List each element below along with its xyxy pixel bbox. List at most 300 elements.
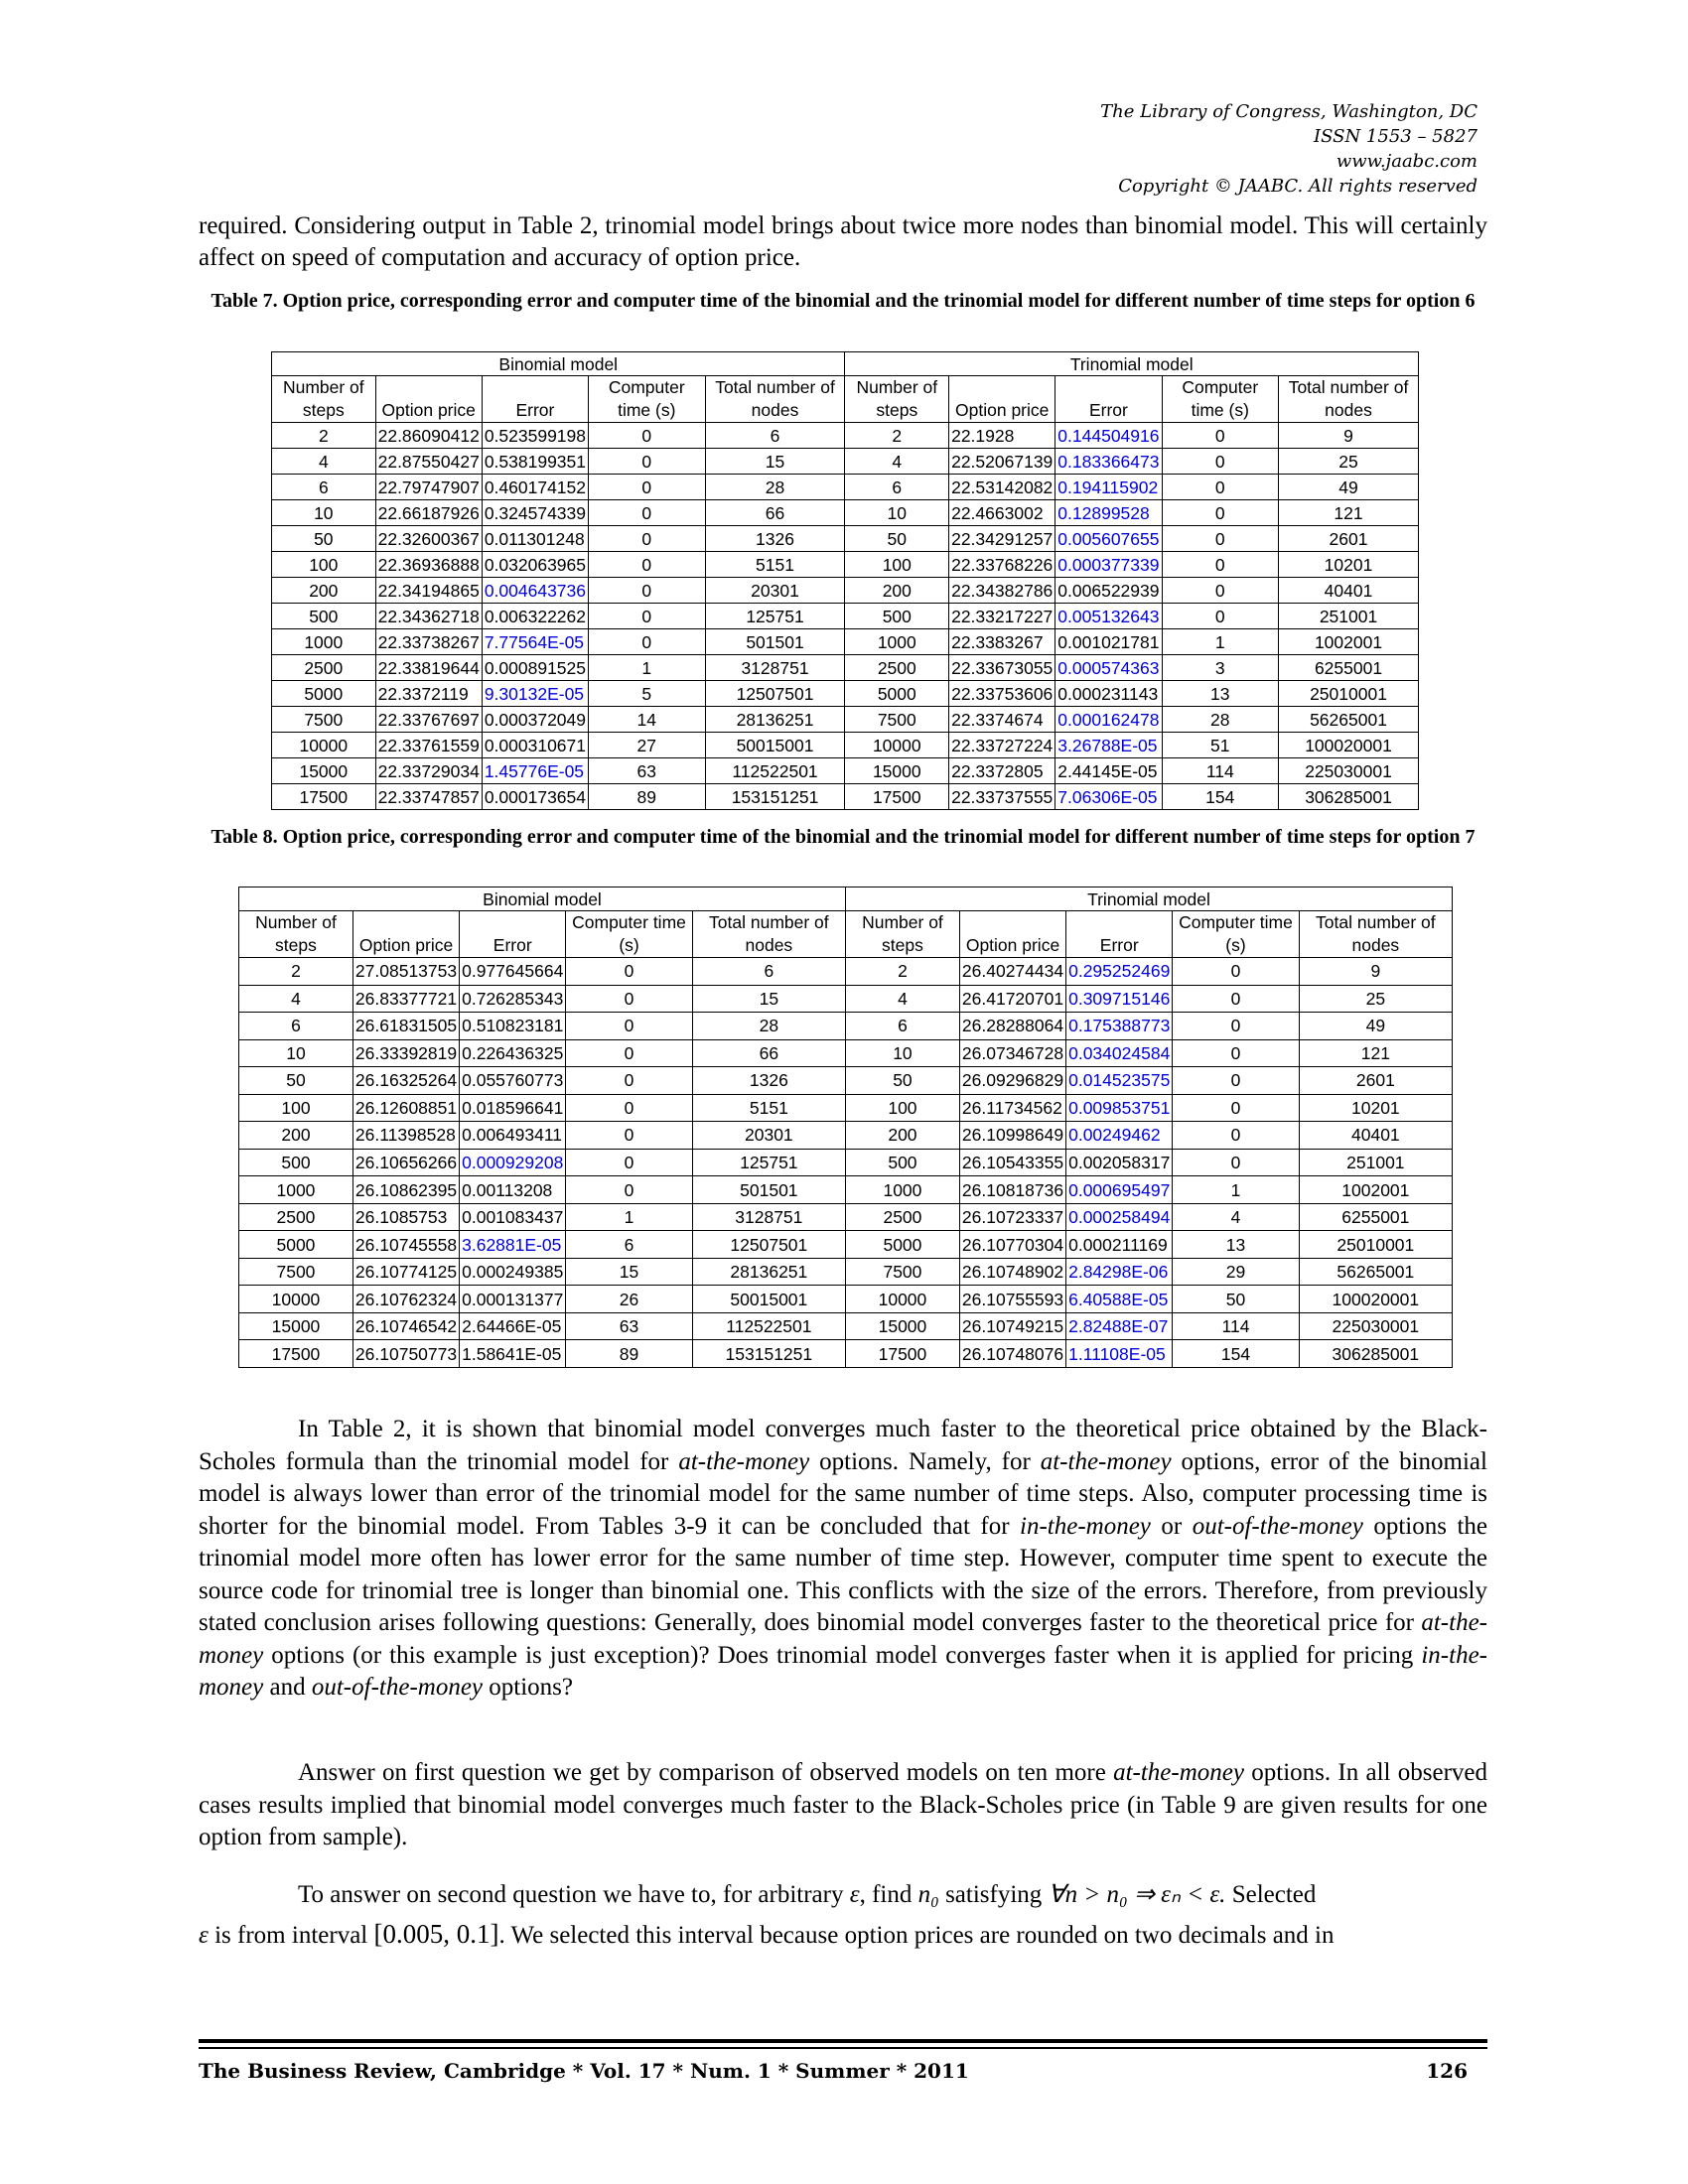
trinomial-steps-cell: 10 (845, 500, 949, 526)
binomial-computer-time-cell: 0 (566, 958, 692, 986)
term-in-the-money: in-the-money (1020, 1512, 1151, 1540)
binomial-steps-cell: 500 (239, 1149, 353, 1176)
trinomial-error-cell: 2.84298E-06 (1066, 1258, 1173, 1286)
trinomial-option-price-cell: 22.3374674 (949, 707, 1055, 733)
binomial-option-price-cell: 22.86090412 (375, 423, 482, 449)
binomial-error-cell: 0.000131377 (460, 1286, 566, 1313)
trinomial-computer-time-cell: 0 (1162, 526, 1279, 552)
trinomial-computer-time-cell: 154 (1162, 784, 1279, 810)
trinomial-steps-cell: 50 (845, 1067, 959, 1095)
trinomial-computer-time-cell: 28 (1162, 707, 1279, 733)
trinomial-steps-cell: 1000 (845, 629, 949, 655)
table-row (272, 604, 1419, 629)
binomial-option-price-cell: 22.33729034 (375, 758, 482, 784)
table-row (239, 1231, 1453, 1259)
binomial-error-cell: 1.58641E-05 (460, 1340, 566, 1368)
trinomial-computer-time-cell: 0 (1162, 449, 1279, 475)
trinomial-option-price-cell: 26.40274434 (959, 958, 1065, 986)
trinomial-total-nodes-cell: 225030001 (1279, 758, 1419, 784)
binomial-total-nodes-header: Total number of nodes (705, 376, 845, 423)
text-span: options the trinomial model more often has lower error for the same number of time step. However, computer time spent to execute the source code for trinomial tree is longer than binomial one. This conflicts with the size of the errors. Therefore, from previously stated conclusion arises following questions: Generally, does binomial model converges faster to the theoretical price for (199, 1512, 1487, 1636)
binomial-computer-time-cell: 5 (589, 681, 706, 707)
table8-body (239, 958, 1453, 1368)
table-row (272, 758, 1419, 784)
trinomial-computer-time-cell: 1 (1173, 1176, 1299, 1204)
trinomial-option-price-cell: 26.10755593 (959, 1286, 1065, 1313)
trinomial-error-cell: 0.12899528 (1055, 500, 1162, 526)
trinomial-error-cell: 0.034024584 (1066, 1039, 1173, 1067)
text-span: . We selected this interval because option prices are rounded on two decimals and in (498, 1921, 1335, 1949)
trinomial-steps-cell: 4 (845, 985, 959, 1013)
binomial-computer-time-cell: 1 (589, 655, 706, 681)
term-at-the-money: at-the-money (199, 1609, 1487, 1669)
binomial-total-nodes-cell: 3128751 (705, 655, 845, 681)
binomial-error-cell: 0.011301248 (482, 526, 588, 552)
trinomial-computer-time-cell: 0 (1173, 1149, 1299, 1176)
trinomial-computer-time-cell: 0 (1162, 604, 1279, 629)
binomial-total-nodes-cell: 66 (692, 1039, 845, 1067)
trinomial-computer-time-cell: 0 (1162, 500, 1279, 526)
binomial-option-price-header: Option price (375, 376, 482, 423)
binomial-computer-time-cell: 63 (566, 1312, 692, 1340)
trinomial-steps-cell: 10000 (845, 733, 949, 758)
binomial-option-price-header: Option price (352, 911, 459, 958)
trinomial-option-price-cell: 22.3383267 (949, 629, 1055, 655)
trinomial-option-price-cell: 22.33673055 (949, 655, 1055, 681)
trinomial-computer-time-cell: 0 (1173, 1039, 1299, 1067)
paragraph-second-answer (199, 1879, 1487, 1952)
trinomial-computer-time-cell: 114 (1162, 758, 1279, 784)
binomial-steps-cell: 1000 (239, 1176, 353, 1204)
trinomial-computer-time-cell: 13 (1173, 1231, 1299, 1259)
trinomial-error-cell: 0.005607655 (1055, 526, 1162, 552)
trinomial-error-cell: 0.000231143 (1055, 681, 1162, 707)
trinomial-total-nodes-cell: 25010001 (1279, 681, 1419, 707)
trinomial-steps-cell: 50 (845, 526, 949, 552)
binomial-option-price-cell: 22.34362718 (375, 604, 482, 629)
trinomial-option-price-cell: 26.28288064 (959, 1013, 1065, 1040)
binomial-option-price-cell: 22.32600367 (375, 526, 482, 552)
binomial-option-price-cell: 22.33819644 (375, 655, 482, 681)
trinomial-total-nodes-cell: 1002001 (1279, 629, 1419, 655)
text-span: satisfying (938, 1881, 1049, 1908)
binomial-option-price-cell: 22.33761559 (375, 733, 482, 758)
binomial-computer-time-cell: 0 (566, 1176, 692, 1204)
table-row (239, 1039, 1453, 1067)
binomial-computer-time-cell: 0 (566, 1067, 692, 1095)
binomial-error-cell: 0.000310671 (482, 733, 588, 758)
trinomial-total-nodes-cell: 56265001 (1299, 1258, 1452, 1286)
trinomial-computer-time-cell: 50 (1173, 1286, 1299, 1313)
binomial-error-cell: 0.523599198 (482, 423, 588, 449)
binomial-steps-cell: 100 (239, 1094, 353, 1122)
binomial-option-price-cell: 22.33738267 (375, 629, 482, 655)
table-row (272, 526, 1419, 552)
trinomial-steps-cell: 500 (845, 1149, 959, 1176)
binomial-group-header: Binomial model (272, 352, 845, 376)
binomial-total-nodes-cell: 501501 (692, 1176, 845, 1204)
binomial-option-price-cell: 22.34194865 (375, 578, 482, 604)
trinomial-option-price-cell: 26.10770304 (959, 1231, 1065, 1259)
trinomial-option-price-cell: 22.52067139 (949, 449, 1055, 475)
trinomial-error-cell: 0.175388773 (1066, 1013, 1173, 1040)
table-row (272, 784, 1419, 810)
binomial-error-cell: 0.006493411 (460, 1122, 566, 1150)
trinomial-total-nodes-cell: 25010001 (1299, 1231, 1452, 1259)
trinomial-option-price-cell: 26.10818736 (959, 1176, 1065, 1204)
trinomial-steps-cell: 6 (845, 475, 949, 500)
binomial-computer-time-header: Computer time (s) (589, 376, 706, 423)
trinomial-computer-time-cell: 154 (1173, 1340, 1299, 1368)
binomial-steps-cell: 4 (239, 985, 353, 1013)
table-row (239, 1312, 1453, 1340)
binomial-steps-cell: 200 (272, 578, 376, 604)
binomial-steps-cell: 17500 (272, 784, 376, 810)
trinomial-computer-time-header: Computer time (s) (1162, 376, 1279, 423)
table7 (271, 351, 1419, 810)
binomial-option-price-cell: 26.33392819 (352, 1039, 459, 1067)
binomial-option-price-cell: 22.33747857 (375, 784, 482, 810)
trinomial-computer-time-cell: 0 (1173, 1094, 1299, 1122)
text-span: Selected (1225, 1881, 1317, 1908)
trinomial-total-nodes-cell: 49 (1279, 475, 1419, 500)
trinomial-steps-header: Number of steps (845, 911, 959, 958)
trinomial-option-price-header: Option price (949, 376, 1055, 423)
column-header-row (272, 376, 1419, 423)
binomial-error-header: Error (482, 376, 588, 423)
trinomial-error-cell: 2.44145E-05 (1055, 758, 1162, 784)
trinomial-error-cell: 0.194115902 (1055, 475, 1162, 500)
binomial-error-cell: 0.324574339 (482, 500, 588, 526)
trinomial-steps-cell: 15000 (845, 758, 949, 784)
binomial-steps-cell: 15000 (239, 1312, 353, 1340)
header-library: The Library of Congress, Washington, DC (1100, 101, 1477, 122)
table-row (239, 1122, 1453, 1150)
table-row (272, 475, 1419, 500)
binomial-computer-time-cell: 6 (566, 1231, 692, 1259)
binomial-option-price-cell: 26.16325264 (352, 1067, 459, 1095)
table8 (238, 887, 1453, 1368)
binomial-total-nodes-cell: 1326 (705, 526, 845, 552)
trinomial-computer-time-cell: 0 (1162, 475, 1279, 500)
binomial-steps-cell: 2 (272, 423, 376, 449)
binomial-total-nodes-cell: 20301 (705, 578, 845, 604)
trinomial-total-nodes-cell: 100020001 (1279, 733, 1419, 758)
trinomial-steps-cell: 17500 (845, 1340, 959, 1368)
trinomial-steps-cell: 4 (845, 449, 949, 475)
table-row (272, 629, 1419, 655)
page-footer (199, 2059, 1487, 2083)
trinomial-computer-time-cell: 0 (1173, 985, 1299, 1013)
trinomial-steps-cell: 2500 (845, 655, 949, 681)
binomial-computer-time-cell: 0 (566, 1013, 692, 1040)
binomial-error-cell: 0.055760773 (460, 1067, 566, 1095)
binomial-steps-cell: 10 (272, 500, 376, 526)
binomial-computer-time-cell: 26 (566, 1286, 692, 1313)
trinomial-total-nodes-cell: 1002001 (1299, 1176, 1452, 1204)
binomial-steps-cell: 2500 (239, 1203, 353, 1231)
trinomial-group-header: Trinomial model (845, 352, 1419, 376)
trinomial-total-nodes-cell: 2601 (1279, 526, 1419, 552)
binomial-total-nodes-cell: 28136251 (692, 1258, 845, 1286)
binomial-total-nodes-cell: 20301 (692, 1122, 845, 1150)
table-row (239, 1067, 1453, 1095)
trinomial-error-cell: 0.006522939 (1055, 578, 1162, 604)
binomial-total-nodes-cell: 125751 (692, 1149, 845, 1176)
binomial-total-nodes-header: Total number of nodes (692, 911, 845, 958)
trinomial-option-price-cell: 22.33217227 (949, 604, 1055, 629)
binomial-total-nodes-cell: 153151251 (705, 784, 845, 810)
trinomial-computer-time-cell: 51 (1162, 733, 1279, 758)
binomial-total-nodes-cell: 28 (692, 1013, 845, 1040)
trinomial-total-nodes-cell: 40401 (1299, 1122, 1452, 1150)
binomial-computer-time-cell: 0 (566, 1094, 692, 1122)
binomial-error-cell: 1.45776E-05 (482, 758, 588, 784)
binomial-option-price-cell: 26.10745558 (352, 1231, 459, 1259)
binomial-steps-cell: 15000 (272, 758, 376, 784)
trinomial-option-price-cell: 22.33737555 (949, 784, 1055, 810)
binomial-computer-time-cell: 0 (589, 475, 706, 500)
binomial-total-nodes-cell: 112522501 (692, 1312, 845, 1340)
trinomial-option-price-cell: 22.3372805 (949, 758, 1055, 784)
text-span: , find (859, 1881, 918, 1908)
trinomial-option-price-cell: 26.07346728 (959, 1039, 1065, 1067)
trinomial-option-price-cell: 26.41720701 (959, 985, 1065, 1013)
table-row (239, 958, 1453, 986)
binomial-option-price-cell: 22.66187926 (375, 500, 482, 526)
trinomial-error-cell: 0.000377339 (1055, 552, 1162, 578)
binomial-total-nodes-cell: 501501 (705, 629, 845, 655)
trinomial-total-nodes-header: Total number of nodes (1279, 376, 1419, 423)
trinomial-option-price-cell: 22.4663002 (949, 500, 1055, 526)
trinomial-steps-cell: 5000 (845, 681, 949, 707)
math-epsilon: ε (199, 1921, 209, 1949)
binomial-steps-cell: 2 (239, 958, 353, 986)
trinomial-error-cell: 0.005132643 (1055, 604, 1162, 629)
paragraph-first-answer (199, 1757, 1487, 1854)
binomial-error-header: Error (460, 911, 566, 958)
trinomial-error-cell: 0.014523575 (1066, 1067, 1173, 1095)
binomial-error-cell: 0.001083437 (460, 1203, 566, 1231)
trinomial-computer-time-cell: 0 (1173, 1122, 1299, 1150)
trinomial-computer-time-cell: 0 (1173, 958, 1299, 986)
text-span: options. In all observed cases results implied that binomial model converges much faster to the Black-Scholes price (in Table 9 are given results for one option from sample). (199, 1759, 1488, 1850)
table-row (272, 449, 1419, 475)
table-row (239, 1094, 1453, 1122)
binomial-steps-cell: 500 (272, 604, 376, 629)
trinomial-steps-cell: 7500 (845, 1258, 959, 1286)
binomial-total-nodes-cell: 50015001 (705, 733, 845, 758)
binomial-computer-time-cell: 1 (566, 1203, 692, 1231)
column-header-row (239, 911, 1453, 958)
trinomial-steps-cell: 100 (845, 552, 949, 578)
trinomial-steps-cell: 17500 (845, 784, 949, 810)
binomial-total-nodes-cell: 6 (705, 423, 845, 449)
term-at-the-money: at-the-money (678, 1447, 810, 1475)
term-in-the-money: in-the-money (199, 1641, 1487, 1701)
trinomial-error-header: Error (1066, 911, 1173, 958)
page-header (1100, 99, 1477, 199)
trinomial-total-nodes-cell: 251001 (1299, 1149, 1452, 1176)
table8-caption: Table 8. Option price, corresponding error and computer time of the binomial and the trinomial model for different number of time steps for option 7 (211, 826, 1476, 848)
trinomial-error-cell: 0.000258494 (1066, 1203, 1173, 1231)
binomial-steps-cell: 10000 (272, 733, 376, 758)
footer-rule (199, 2039, 1487, 2043)
trinomial-total-nodes-cell: 10201 (1299, 1094, 1452, 1122)
binomial-option-price-cell: 26.12608851 (352, 1094, 459, 1122)
trinomial-option-price-cell: 26.10998649 (959, 1122, 1065, 1150)
binomial-option-price-cell: 26.10862395 (352, 1176, 459, 1204)
trinomial-error-cell: 0.000695497 (1066, 1176, 1173, 1204)
binomial-computer-time-cell: 0 (589, 423, 706, 449)
trinomial-error-cell: 1.11108E-05 (1066, 1340, 1173, 1368)
binomial-error-cell: 7.77564E-05 (482, 629, 588, 655)
trinomial-total-nodes-header: Total number of nodes (1299, 911, 1452, 958)
table7-body (272, 423, 1419, 810)
text-span: options. Namely, for (809, 1447, 1041, 1475)
trinomial-computer-time-cell: 0 (1173, 1067, 1299, 1095)
trinomial-steps-cell: 7500 (845, 707, 949, 733)
table-row (239, 1286, 1453, 1313)
table7-caption: Table 7. Option price, corresponding error and computer time of the binomial and the trinomial model for different number of time steps for option 6 (211, 290, 1476, 312)
binomial-total-nodes-cell: 12507501 (705, 681, 845, 707)
binomial-steps-header: Number of steps (239, 911, 353, 958)
trinomial-error-cell: 0.000162478 (1055, 707, 1162, 733)
binomial-error-cell: 0.977645664 (460, 958, 566, 986)
binomial-total-nodes-cell: 3128751 (692, 1203, 845, 1231)
trinomial-total-nodes-cell: 6255001 (1279, 655, 1419, 681)
trinomial-computer-time-cell: 0 (1162, 552, 1279, 578)
text-span: To answer on second question we have to, for arbitrary (298, 1881, 850, 1908)
page-number: 126 (1426, 2059, 1468, 2083)
binomial-steps-cell: 50 (239, 1067, 353, 1095)
table-row (239, 1149, 1453, 1176)
binomial-error-cell: 0.00113208 (460, 1176, 566, 1204)
binomial-total-nodes-cell: 6 (692, 958, 845, 986)
trinomial-total-nodes-cell: 56265001 (1279, 707, 1419, 733)
binomial-computer-time-cell: 0 (566, 985, 692, 1013)
binomial-option-price-cell: 26.10762324 (352, 1286, 459, 1313)
binomial-total-nodes-cell: 1326 (692, 1067, 845, 1095)
trinomial-total-nodes-cell: 9 (1279, 423, 1419, 449)
trinomial-steps-cell: 10000 (845, 1286, 959, 1313)
binomial-error-cell: 0.000249385 (460, 1258, 566, 1286)
table-row (239, 1176, 1453, 1204)
binomial-steps-cell: 5000 (239, 1231, 353, 1259)
trinomial-total-nodes-cell: 25 (1299, 985, 1452, 1013)
trinomial-steps-cell: 5000 (845, 1231, 959, 1259)
trinomial-computer-time-header: Computer time (s) (1173, 911, 1299, 958)
binomial-steps-cell: 10000 (239, 1286, 353, 1313)
binomial-computer-time-header: Computer time (s) (566, 911, 692, 958)
trinomial-computer-time-cell: 0 (1173, 1013, 1299, 1040)
trinomial-error-cell: 3.26788E-05 (1055, 733, 1162, 758)
binomial-option-price-cell: 26.61831505 (352, 1013, 459, 1040)
table-row (239, 985, 1453, 1013)
binomial-option-price-cell: 22.36936888 (375, 552, 482, 578)
text-span: In Table 2, it is shown that binomial model converges much faster to the theoretical price obtained by the Black-Scholes formula than the trinomial model for (199, 1416, 1487, 1475)
binomial-error-cell: 0.510823181 (460, 1013, 566, 1040)
text-span: or (1150, 1512, 1193, 1540)
table-row (272, 707, 1419, 733)
trinomial-computer-time-cell: 114 (1173, 1312, 1299, 1340)
trinomial-total-nodes-cell: 9 (1299, 958, 1452, 986)
binomial-error-cell: 0.538199351 (482, 449, 588, 475)
trinomial-computer-time-cell: 4 (1173, 1203, 1299, 1231)
binomial-option-price-cell: 26.11398528 (352, 1122, 459, 1150)
trinomial-error-cell: 0.309715146 (1066, 985, 1173, 1013)
trinomial-total-nodes-cell: 100020001 (1299, 1286, 1452, 1313)
text-span: options? (483, 1674, 573, 1701)
binomial-computer-time-cell: 89 (589, 784, 706, 810)
binomial-option-price-cell: 26.83377721 (352, 985, 459, 1013)
trinomial-error-cell: 0.001021781 (1055, 629, 1162, 655)
binomial-steps-header: Number of steps (272, 376, 376, 423)
trinomial-steps-cell: 2500 (845, 1203, 959, 1231)
binomial-computer-time-cell: 14 (589, 707, 706, 733)
binomial-steps-cell: 7500 (239, 1258, 353, 1286)
binomial-total-nodes-cell: 28136251 (705, 707, 845, 733)
binomial-error-cell: 2.64466E-05 (460, 1312, 566, 1340)
paragraph-comparison (199, 1414, 1487, 1705)
binomial-steps-cell: 4 (272, 449, 376, 475)
trinomial-computer-time-cell: 13 (1162, 681, 1279, 707)
binomial-steps-cell: 6 (239, 1013, 353, 1040)
trinomial-steps-cell: 200 (845, 578, 949, 604)
trinomial-total-nodes-cell: 306285001 (1279, 784, 1419, 810)
binomial-total-nodes-cell: 50015001 (692, 1286, 845, 1313)
table-row (239, 1203, 1453, 1231)
math-n0: n₀ (917, 1881, 939, 1908)
trinomial-error-cell: 7.06306E-05 (1055, 784, 1162, 810)
trinomial-error-cell: 0.002058317 (1066, 1149, 1173, 1176)
trinomial-steps-header: Number of steps (845, 376, 949, 423)
binomial-computer-time-cell: 0 (589, 604, 706, 629)
trinomial-total-nodes-cell: 2601 (1299, 1067, 1452, 1095)
trinomial-error-cell: 0.000211169 (1066, 1231, 1173, 1259)
text-span: is from interval (208, 1921, 374, 1949)
term-out-of-the-money: out-of-the-money (1192, 1512, 1363, 1540)
binomial-steps-cell: 200 (239, 1122, 353, 1150)
trinomial-option-price-cell: 26.10749215 (959, 1312, 1065, 1340)
binomial-error-cell: 9.30132E-05 (482, 681, 588, 707)
trinomial-computer-time-cell: 29 (1173, 1258, 1299, 1286)
table-row (272, 578, 1419, 604)
trinomial-computer-time-cell: 3 (1162, 655, 1279, 681)
trinomial-total-nodes-cell: 121 (1279, 500, 1419, 526)
table-row (239, 1013, 1453, 1040)
trinomial-error-header: Error (1055, 376, 1162, 423)
term-at-the-money: at-the-money (1113, 1759, 1244, 1786)
text-span: Answer on first question we get by comparison of observed models on ten more (298, 1759, 1114, 1786)
binomial-error-cell: 0.226436325 (460, 1039, 566, 1067)
trinomial-error-cell: 0.00249462 (1066, 1122, 1173, 1150)
trinomial-option-price-cell: 22.34382786 (949, 578, 1055, 604)
table-row (272, 681, 1419, 707)
binomial-option-price-cell: 26.1085753 (352, 1203, 459, 1231)
table-row (272, 655, 1419, 681)
math-interval: [0.005, 0.1] (373, 1918, 499, 1949)
trinomial-total-nodes-cell: 306285001 (1299, 1340, 1452, 1368)
binomial-steps-cell: 17500 (239, 1340, 353, 1368)
binomial-computer-time-cell: 63 (589, 758, 706, 784)
trinomial-option-price-cell: 22.33753606 (949, 681, 1055, 707)
table-row (239, 1258, 1453, 1286)
trinomial-steps-cell: 200 (845, 1122, 959, 1150)
binomial-computer-time-cell: 0 (589, 629, 706, 655)
binomial-total-nodes-cell: 112522501 (705, 758, 845, 784)
text-span: options, error of the binomial model is always lower than error of the trinomial model for the same number of time steps. Also, computer processing time is shorter for the binomial model. From Tables 3-9 it can be concluded that for (199, 1447, 1487, 1540)
